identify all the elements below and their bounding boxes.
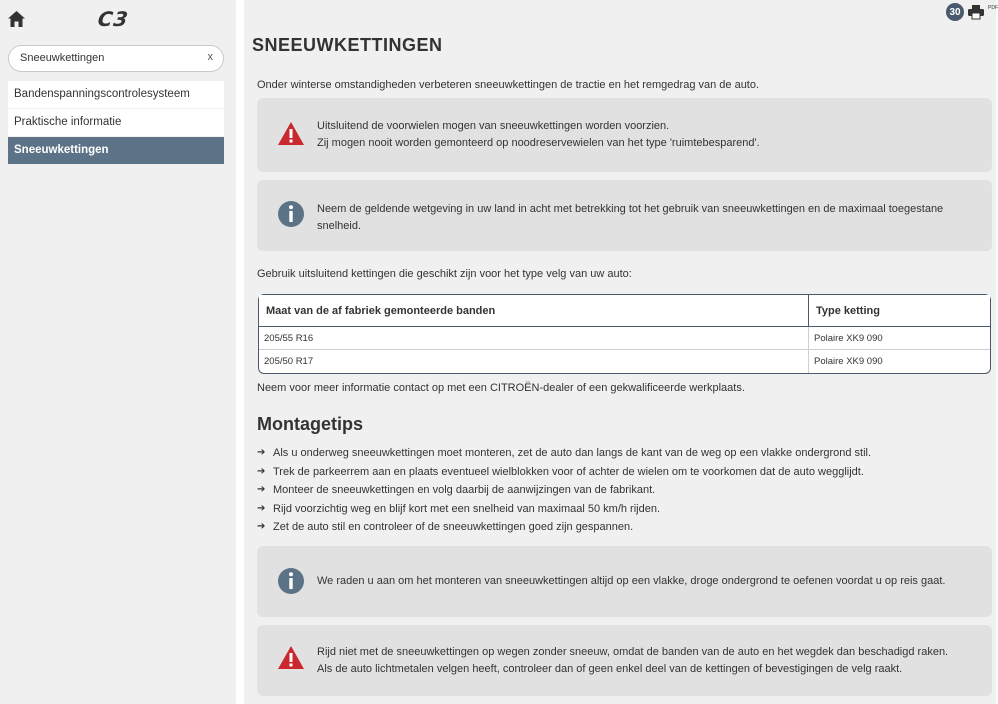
list-item [257, 483, 992, 502]
sidebar-item-praktische-informatie[interactable]: Praktische informatie [8, 109, 224, 136]
warning-line: Als de auto lichtmetalen velgen heeft, controleer dan of geen enkel deel van de kettingen of bevestigingen de velg raakt. [317, 663, 903, 675]
arrow-right-icon: ➔ [257, 502, 266, 514]
warning-notice [257, 98, 992, 172]
info-circle-icon [277, 200, 305, 228]
print-icon[interactable] [968, 5, 984, 19]
tip-text: Zet de auto stil en controleer of de sneeuwkettingen goed zijn gespannen. [273, 521, 634, 534]
sidebar [0, 0, 236, 704]
info-notice [257, 180, 992, 251]
page-count-badge[interactable]: 30 [946, 3, 964, 21]
warning-notice [257, 625, 992, 696]
arrow-right-icon: ➔ [257, 465, 266, 477]
sidebar-item-bandenspanningscontrolesysteem[interactable]: Bandenspanningscontrolesysteem [8, 81, 224, 108]
table-header: Type ketting [809, 295, 990, 327]
sidebar-nav [8, 81, 224, 165]
search-clear-button[interactable]: x [207, 51, 213, 63]
arrow-right-icon: ➔ [257, 521, 266, 533]
warning-line: Zij mogen nooit worden gemonteerd op noodreservewielen van het type 'ruimtebesparend'. [317, 137, 760, 149]
page-title: SNEEUWKETTINGEN [252, 35, 443, 55]
info-text: We raden u aan om het monteren van sneeuwkettingen altijd op een vlakke, droge ondergrond te oefenen voordat u op reis gaat. [317, 575, 946, 587]
list-item [257, 502, 992, 521]
tip-text: Trek de parkeerrem aan en plaats eventueel wielblokken voor of achter de wielen om te voorkomen dat de auto wegglijdt. [273, 465, 864, 478]
toolbar [946, 2, 996, 22]
chain-table [258, 294, 991, 374]
list-item [257, 446, 992, 465]
table-cell: 205/50 R17 [259, 350, 809, 373]
list-item [257, 465, 992, 484]
table-cell: Polaire XK9 090 [814, 356, 883, 367]
list-item [257, 520, 992, 539]
warning-text [317, 118, 760, 152]
arrow-right-icon: ➔ [257, 447, 266, 458]
table-cell: Polaire XK9 090 [809, 327, 990, 350]
table-row [259, 350, 990, 373]
tip-text: Als u onderweg sneeuwkettingen moet monteren, zet de auto dan langs de kant van de weg op een vlakke ondergrond stil. [273, 447, 872, 459]
tip-text: Rijd voorzichtig weg en blijf kort met een snelheid van maximaal 50 km/h rijden. [273, 502, 661, 515]
tip-text: Monteer de sneeuwkettingen en volg daarbij de aanwijzingen van de fabrikant. [273, 484, 656, 497]
info-notice [257, 546, 992, 617]
warning-text [317, 644, 948, 678]
chain-compat-text: Gebruik uitsluitend kettingen die geschikt zijn voor het type velg van uw auto: [257, 268, 632, 280]
arrow-right-icon: ➔ [257, 484, 266, 496]
intro-text: Onder winterse omstandigheden verbeteren sneeuwkettingen de tractie en het remgedrag van de auto. [257, 79, 760, 91]
brand-logo: C3 [96, 7, 131, 31]
info-text: Neem de geldende wetgeving in uw land in acht met betrekking tot het gebruik van sneeuwkettingen en de maximaal toegestane snelheid. [317, 203, 944, 232]
table-cell: 205/55 R16 [259, 327, 809, 350]
table-header: Maat van de af fabriek gemonteerde banden [259, 295, 809, 327]
info-circle-icon [277, 567, 305, 595]
section-title: Montagetips [257, 414, 363, 434]
tips-list [257, 446, 992, 539]
warning-line: Uitsluitend de voorwielen mogen van sneeuwkettingen worden voorzien. [317, 120, 670, 132]
table-row [259, 327, 990, 350]
sidebar-item-sneeuwkettingen[interactable]: Sneeuwkettingen [8, 137, 224, 164]
panel-divider [236, 0, 244, 704]
pdf-icon[interactable]: PDF [988, 5, 998, 11]
search-input[interactable] [20, 52, 200, 64]
search-box [8, 45, 224, 72]
warning-triangle-icon [277, 120, 305, 148]
home-icon[interactable] [8, 11, 25, 27]
warning-line: Rijd niet met de sneeuwkettingen op wegen zonder sneeuw, omdat de banden van de auto en het wegdek dan beschadigd raken. [317, 646, 949, 658]
main-content [244, 0, 996, 704]
dealer-info-text: Neem voor meer informatie contact op met een CITROËN-dealer of een gekwalificeerde werkplaats. [257, 382, 745, 394]
table-header-row [259, 295, 990, 327]
warning-triangle-icon [277, 644, 305, 672]
